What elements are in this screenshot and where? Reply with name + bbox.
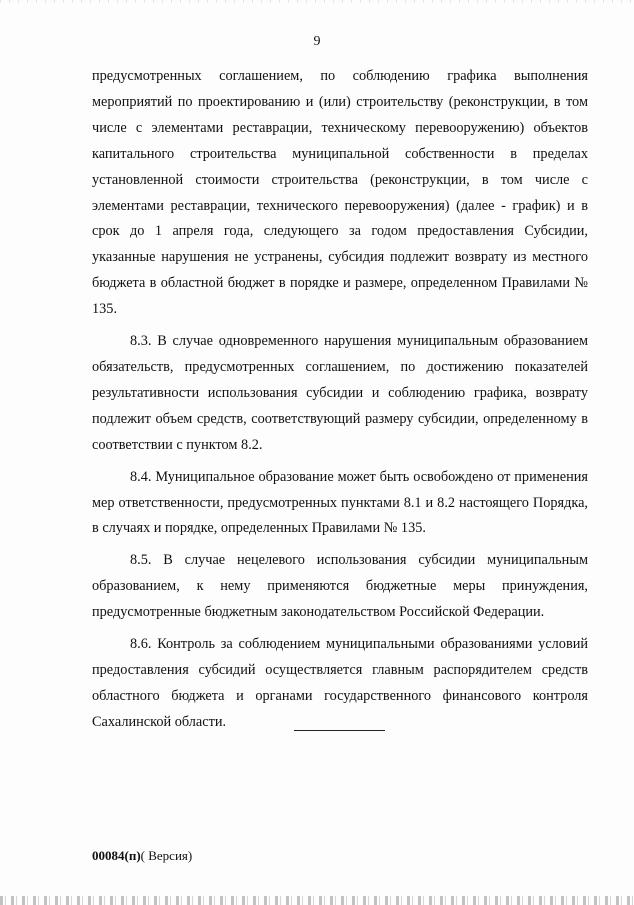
- document-version: ( Версия): [140, 848, 193, 863]
- paragraph-8-4: 8.4. Муниципальное образование может быть освобождено от применения мер ответственности, предусмотренных пунктами 8.1 и 8.2 настоящего Порядка, в случаях и порядке, определенных Правилами № 135.: [92, 468, 588, 537]
- paragraph-continuation: предусмотренных соглашением, по соблюдению графика выполнения мероприятий по проектированию и (или) строительству (реконструкции, в том числе с элементами реставрации, техническому перевооружению) объектов капитального строительства муниципальной собственности в пределах установленной стоимости строительства (реконструкции, в том числе с элементами реставрации, технического перевооружения) (далее - график) и в срок до 1 апреля года, следующего за годом предоставления Субсидии, указанные нарушения не устранены, субсидия подлежит возврату из местного бюджета в областной бюджет в порядке и размере, определенном Правилами № 135.: [92, 68, 588, 318]
- document-body: [92, 64, 588, 736]
- paragraph-8-6: 8.6. Контроль за соблюдением муниципальными образованиями условий предоставления субсидий осуществляется главным распорядителем средств областного бюджета и органами государственного финансового контроля Сахалинской области.: [92, 636, 588, 730]
- document-code: [92, 848, 192, 864]
- paragraph-8-3: 8.3. В случае одновременного нарушения муниципальным образованием обязательств, предусмотренных соглашением, по достижению показателей результативности использования субсидии и соблюдению графика, возврату подлежит объем средств, соответствующий размеру субсидии, определенному в соответствии с пунктом 8.2.: [92, 333, 588, 453]
- paragraph-8-5: 8.5. В случае нецелевого использования субсидии муниципальным образованием, к нему применяются бюджетные меры принуждения, предусмотренные бюджетным законодательством Российской Федерации.: [92, 552, 588, 621]
- scan-artifact-top: [0, 0, 634, 3]
- document-code-number: 00084(п): [92, 848, 141, 863]
- scan-artifact-bottom: [0, 896, 634, 905]
- page-number: 9: [313, 34, 321, 49]
- end-separator-line: [294, 730, 385, 731]
